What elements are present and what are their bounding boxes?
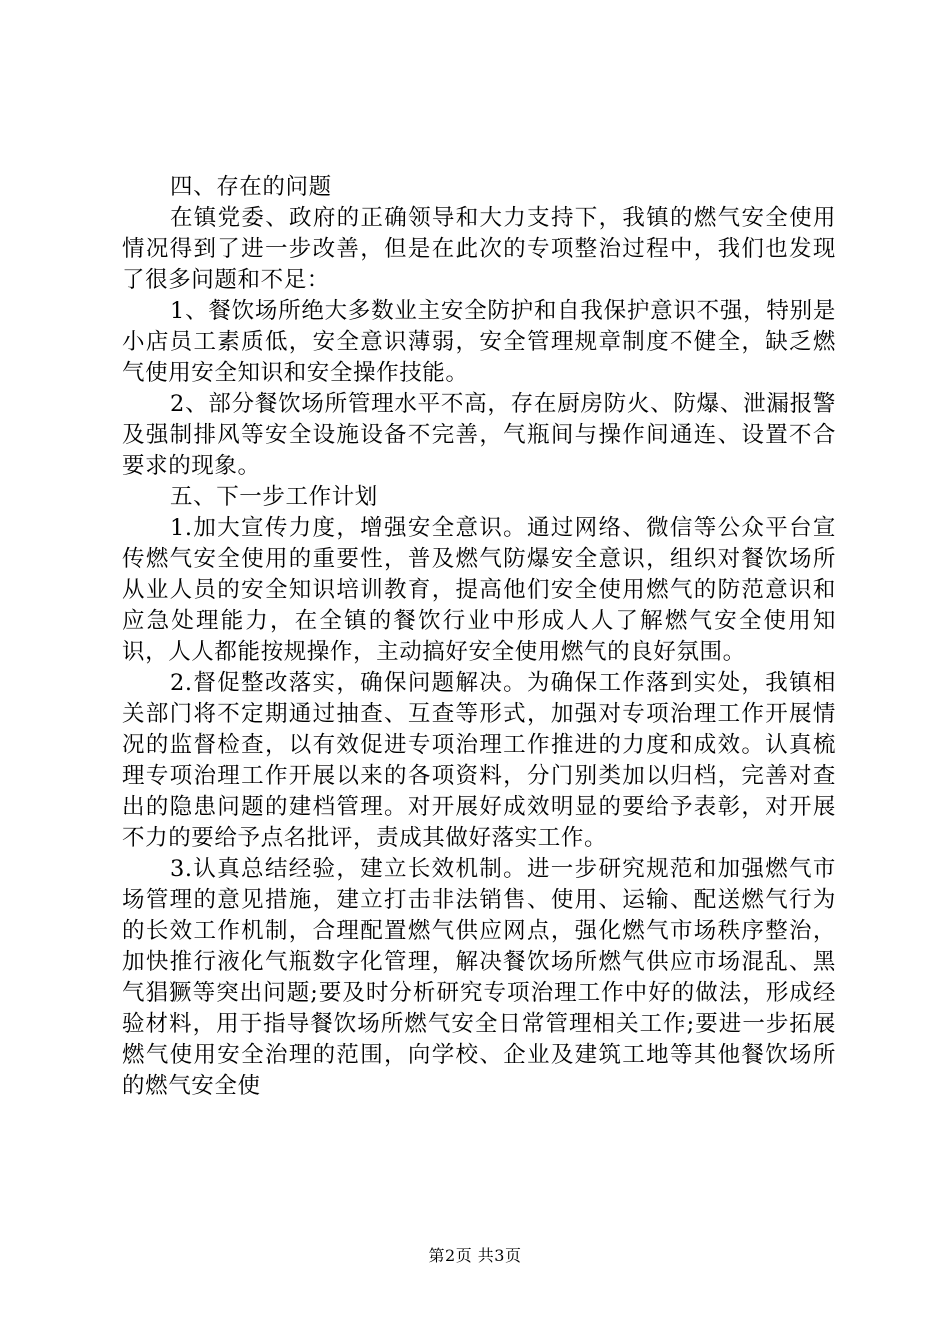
- document-body: [122, 172, 836, 1102]
- paragraph-plan-2: 2.督促整改落实，确保问题解决。为确保工作落到实处，我镇相关部门将不定期通过抽查、互查等形式，加强对专项治理工作开展情况的监督检查，以有效促进专项治理工作推进的力度和成效。认真梳理专项治理工作开展以来的各项资料，分门别类加以归档，完善对查出的隐患问题的建档管理。对开展好成效明显的要给予表彰，对开展不力的要给予点名批评，责成其做好落实工作。: [122, 670, 836, 851]
- paragraph-problem-2: 2、部分餐饮场所管理水平不高，存在厨房防火、防爆、泄漏报警及强制排风等安全设施设备不完善，气瓶间与操作间通连、设置不合要求的现象。: [122, 391, 836, 479]
- section-heading-problems: 四、存在的问题: [170, 174, 332, 200]
- section-heading-next-plan: 五、下一步工作计划: [170, 484, 378, 510]
- page-number-footer: 第2页 共3页: [428, 1246, 522, 1265]
- paragraph-problem-1: 1、餐饮场所绝大多数业主安全防护和自我保护意识不强，特别是小店员工素质低，安全意识薄弱，安全管理规章制度不健全，缺乏燃气使用安全知识和安全操作技能。: [122, 298, 836, 386]
- paragraph-problems-intro: 在镇党委、政府的正确领导和大力支持下，我镇的燃气安全使用情况得到了进一步改善，但是在此次的专项整治过程中，我们也发现了很多问题和不足：: [122, 205, 836, 293]
- paragraph-plan-1: 1.加大宣传力度，增强安全意识。通过网络、微信等公众平台宣传燃气安全使用的重要性，普及燃气防爆安全意识，组织对餐饮场所从业人员的安全知识培训教育，提高他们安全使用燃气的防范意识和应急处理能力，在全镇的餐饮行业中形成人人了解燃气安全使用知识，人人都能按规操作，主动搞好安全使用燃气的良好氛围。: [122, 515, 836, 665]
- paragraph-plan-3: 3.认真总结经验，建立长效机制。进一步研究规范和加强燃气市场管理的意见措施，建立打击非法销售、使用、运输、配送燃气行为的长效工作机制，合理配置燃气供应网点，强化燃气市场秩序整治，加快推行液化气瓶数字化管理，解决餐饮场所燃气供应市场混乱、黑气猖獗等突出问题;要及时分析研究专项治理工作中好的做法，形成经验材料，用于指导餐饮场所燃气安全日常管理相关工作;要进一步拓展燃气使用安全治理的范围，向学校、企业及建筑工地等其他餐饮场所的燃气安全使: [122, 856, 836, 1099]
